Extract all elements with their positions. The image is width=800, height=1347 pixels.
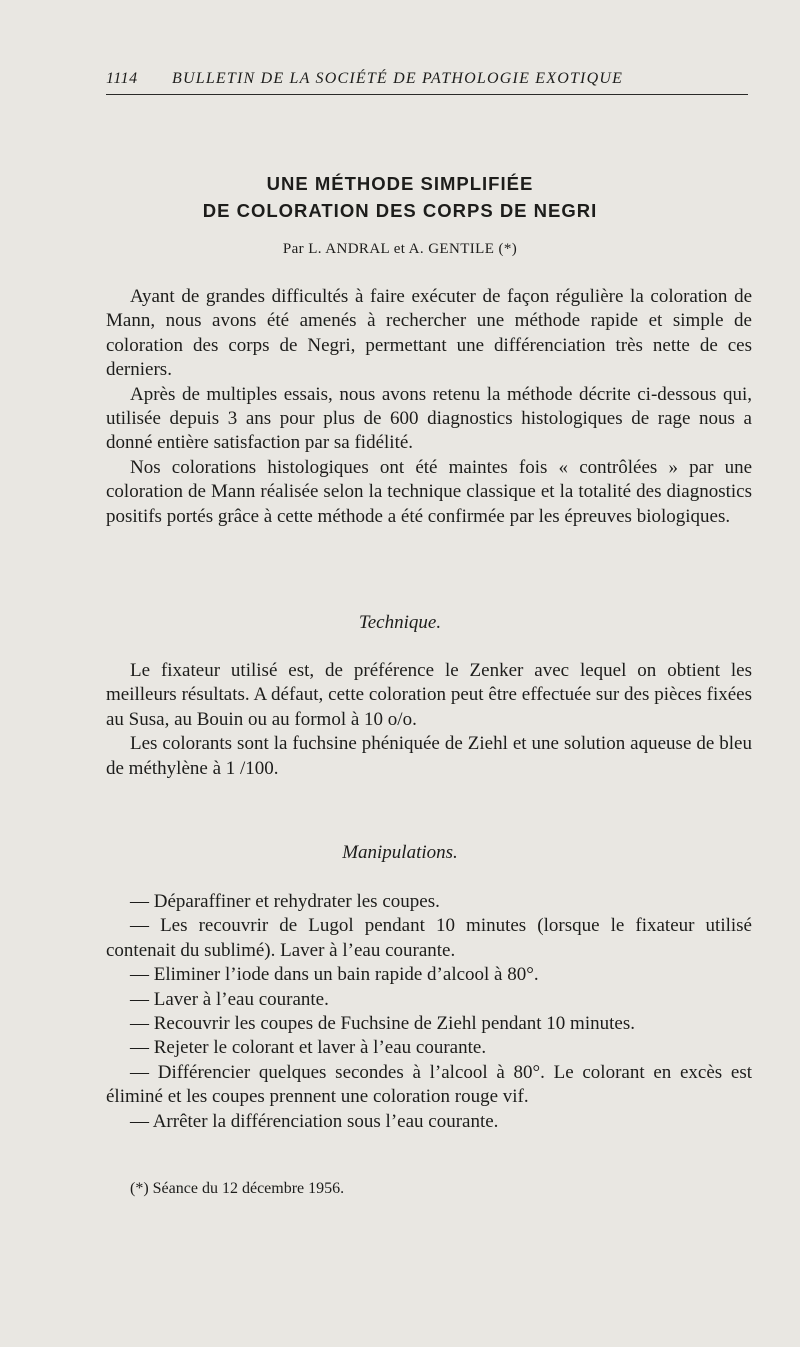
intro-section (106, 285, 752, 529)
paragraph: Ayant de grandes difficultés à faire exécuter de façon régulière la coloration de Mann, nous avons été amenés à rechercher une méthode rapide et simple de coloration des corps de Negri, permettant une différenciation très nette de ces derniers. (106, 286, 752, 381)
step-item: — Déparaffiner et rehydrater les coupes. (130, 891, 440, 912)
section-heading-manipulations: Manipulations. (342, 842, 458, 863)
footnote: (*) Séance du 12 décembre 1956. (130, 1180, 345, 1197)
article-title-line2: DE COLORATION DES CORPS DE NEGRI (202, 200, 598, 221)
technique-section (106, 659, 752, 781)
running-head: BULLETIN DE LA SOCIÉTÉ DE PATHOLOGIE EXOTIQUE (172, 70, 624, 87)
step-item: — Arrêter la différenciation sous l’eau courante. (130, 1110, 499, 1132)
paragraph: Le fixateur utilisé est, de préférence le Zenker avec lequel on obtient les meilleurs résultats. A défaut, cette coloration peut être effectuée sur des pièces fixées au Susa, au Bouin ou au formol à 10 o/o. (106, 660, 752, 730)
paragraph: Nos colorations histologiques ont été maintes fois « contrôlées » par une coloration de Mann réalisée selon la technique classique et la totalité des diagnostics positifs portés grâce à cette méthode a été confirmée par les épreuves biologiques. (106, 456, 752, 527)
page-header (106, 70, 748, 95)
step-item: — Les recouvrir de Lugol pendant 10 minutes (lorsque le fixateur utilisé contenait du sublimé). Laver à l’eau courante. (106, 915, 752, 961)
article-title-line1: UNE MÉTHODE SIMPLIFIÉE (266, 173, 534, 194)
step-item: — Différencier quelques secondes à l’alcool à 80°. Le colorant en excès est éliminé et les coupes prennent une coloration rouge vif. (106, 1061, 752, 1108)
step-item: — Recouvrir les coupes de Fuchsine de Ziehl pendant 10 minutes. (130, 1013, 635, 1035)
article-authors: Par L. ANDRAL et A. GENTILE (*) (282, 241, 518, 257)
manipulation-steps (106, 890, 752, 1134)
step-item: — Eliminer l’iode dans un bain rapide d’alcool à 80°. (130, 964, 539, 986)
section-heading-technique: Technique. (358, 612, 442, 633)
paragraph: Les colorants sont la fuchsine phéniquée de Ziehl et une solution aqueuse de bleu de méthylène à 1 /100. (106, 733, 752, 779)
step-item: — Laver à l’eau courante. (130, 988, 329, 1010)
page-number: 1114 (106, 70, 138, 87)
paragraph: Après de multiples essais, nous avons retenu la méthode décrite ci-dessous qui, utilisée depuis 3 ans pour plus de 600 diagnostics histologiques de rage nous a donné entière satisfaction par sa fidélité. (106, 383, 752, 454)
step-item: — Rejeter le colorant et laver à l’eau courante. (130, 1037, 487, 1059)
